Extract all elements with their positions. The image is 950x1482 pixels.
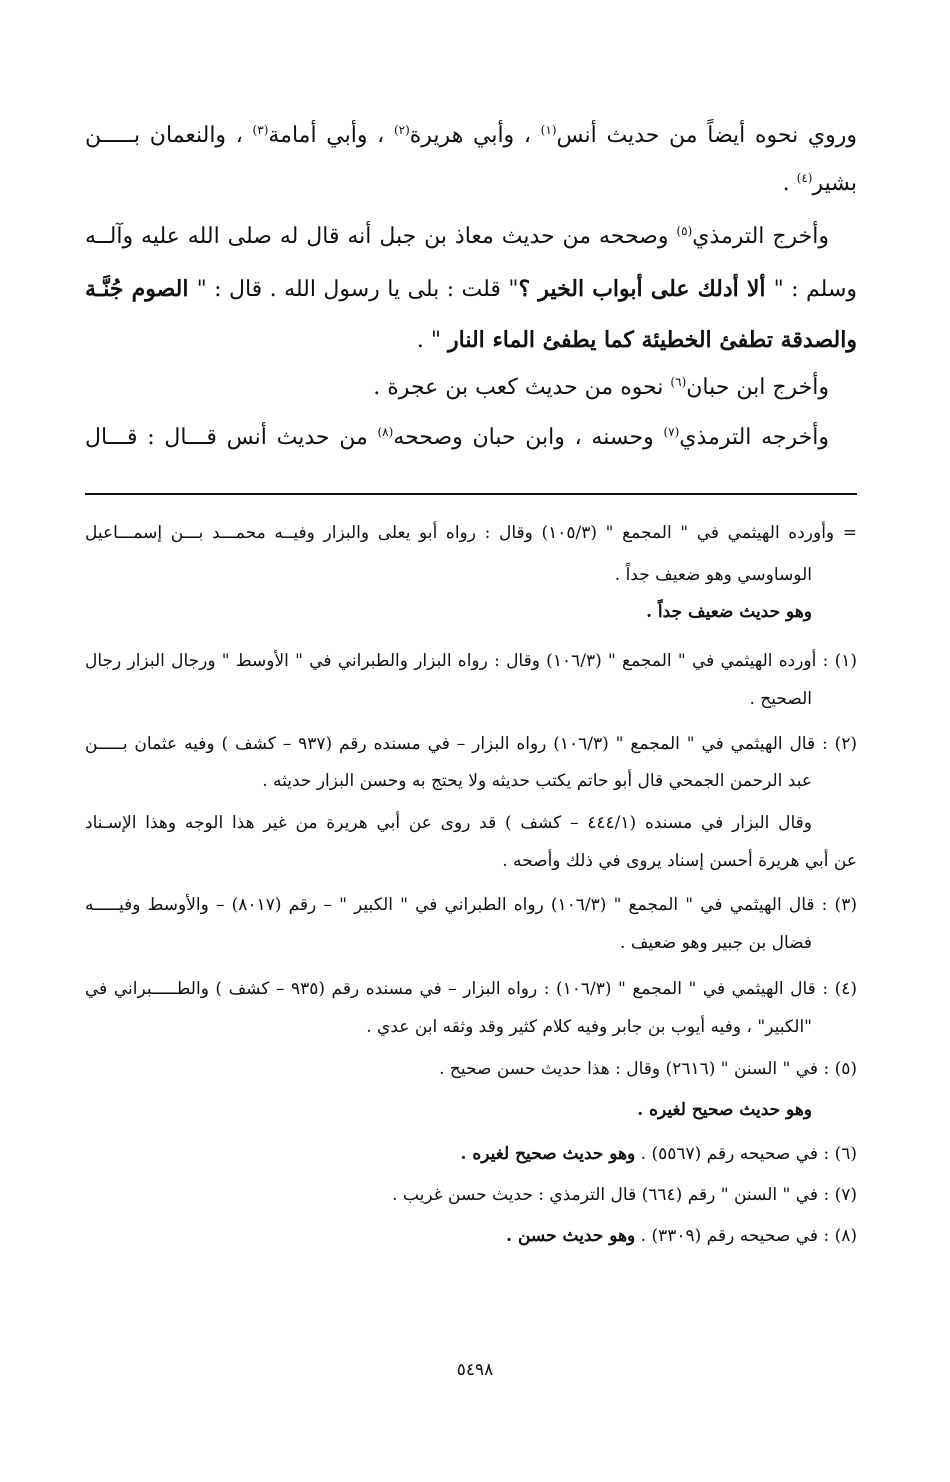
footnote-3-line-1: (٣) : قال الهيثمي في " المجمع " (١٠٦/٣) رواه الطبراني في " الكبير " – رقم (٨٠١٧) – والأوسط وفيـــــه bbox=[85, 895, 857, 915]
footnote-2-line-2: عبد الرحمن الجمحي قال أبو حاتم يكتب حديثه ولا يحتج به وحسن البزار حديثه . bbox=[262, 771, 812, 791]
footnote-continuation-line-2: الوساوسي وهو ضعيف جداً . bbox=[614, 565, 812, 585]
footnote-8: (٨) : في صحيحه رقم (٣٣٠٩) . وهو حديث حسن . bbox=[506, 1226, 857, 1246]
main-line-6: وأخرج ابن حبان$^{(٦)}$ نحوه من حديث كعب بن عجرة . bbox=[373, 375, 829, 400]
footnote-continuation-line-1: = وأورده الهيثمي في " المجمع " (١٠٥/٣) وقال : رواه أبو يعلى والبزار وفيــه محمـــد بـــن إسمـــاعيل bbox=[85, 523, 858, 543]
footnote-1-line-2: الصحيح . bbox=[749, 689, 812, 709]
footnote-4-line-1: (٤) : قال الهيثمي في " المجمع " (١٠٦/٣) : رواه البزار – في مسنده رقم (٩٣٥ – كشف ) والطـــــبراني في bbox=[85, 979, 857, 999]
main-line-3: وأخرج الترمذي$^{(٥)}$ وصححه من حديث معاذ بن جبل أنه قال له صلى الله عليه وآلــه bbox=[85, 224, 829, 249]
footnote-separator bbox=[85, 493, 857, 495]
footnote-7: (٧) : في " السنن " رقم (٦٦٤) قال الترمذي : حديث حسن غريب . bbox=[392, 1185, 857, 1205]
footnote-5-verdict: وهو حديث صحيح لغيره . bbox=[637, 1100, 812, 1120]
footnote-5-line-1: (٥) : في " السنن " (٢٦١٦) وقال : هذا حديث حسن صحيح . bbox=[439, 1059, 857, 1079]
footnote-continuation-verdict: وهو حديث ضعيف جداً . bbox=[646, 602, 812, 622]
footnote-2-line-1: (٢) : قال الهيثمي في " المجمع " (١٠٦/٣) رواه البزار – في مسنده رقم (٩٣٧ – كشف ) وفيه عثمان بـــــن bbox=[85, 734, 857, 754]
main-line-4: وسلم : " ألا أدلك على أبواب الخير ؟" قلت : بلى يا رسول الله . قال : " الصوم جُنَّـة bbox=[85, 276, 858, 302]
main-line-7: وأخرجه الترمذي$^{(٧)}$ وحسنه ، وابن حبان وصححه$^{(٨)}$ من حديث أنس قـــال : قـــال bbox=[85, 425, 829, 450]
page-number: ٥٤٩٨ bbox=[456, 1360, 494, 1380]
footnote-2-line-4: عن أبي هريرة أحسن إسناد يروى في ذلك وأصحه . bbox=[502, 851, 857, 871]
main-line-2: بشير$^{(٤)}$ . bbox=[782, 171, 857, 196]
main-line-5: والصدقة تطفئ الخطيئة كما يطفئ الماء النار " . bbox=[416, 327, 857, 353]
main-line-1: وروي نحوه أيضاً من حديث أنس$^{(١)}$ ، وأبي هريرة$^{(٢)}$ ، وأبي أمامة$^{(٣)}$ ، والنعمان بـــــن bbox=[85, 123, 857, 148]
footnote-3-line-2: فضال بن جبير وهو ضعيف . bbox=[620, 933, 812, 953]
footnote-6: (٦) : في صحيحه رقم (٥٥٦٧) . وهو حديث صحيح لغيره . bbox=[460, 1144, 857, 1164]
footnote-2-line-3: وقال البزار في مسنده (٤٤٤/١ – كشف ) قد روى عن أبي هريرة من غير هذا الوجه وهذا الإسـناد bbox=[85, 813, 812, 833]
footnote-1-line-1: (١) : أورده الهيثمي في " المجمع " (١٠٦/٣) وقال : رواه البزار والطبراني في " الأوسط " ورجال البزار رجال bbox=[85, 651, 858, 671]
footnote-4-line-2: "الكبير" ، وفيه أيوب بن جابر وفيه كلام كثير وقد وثقه ابن عدي . bbox=[366, 1017, 812, 1037]
